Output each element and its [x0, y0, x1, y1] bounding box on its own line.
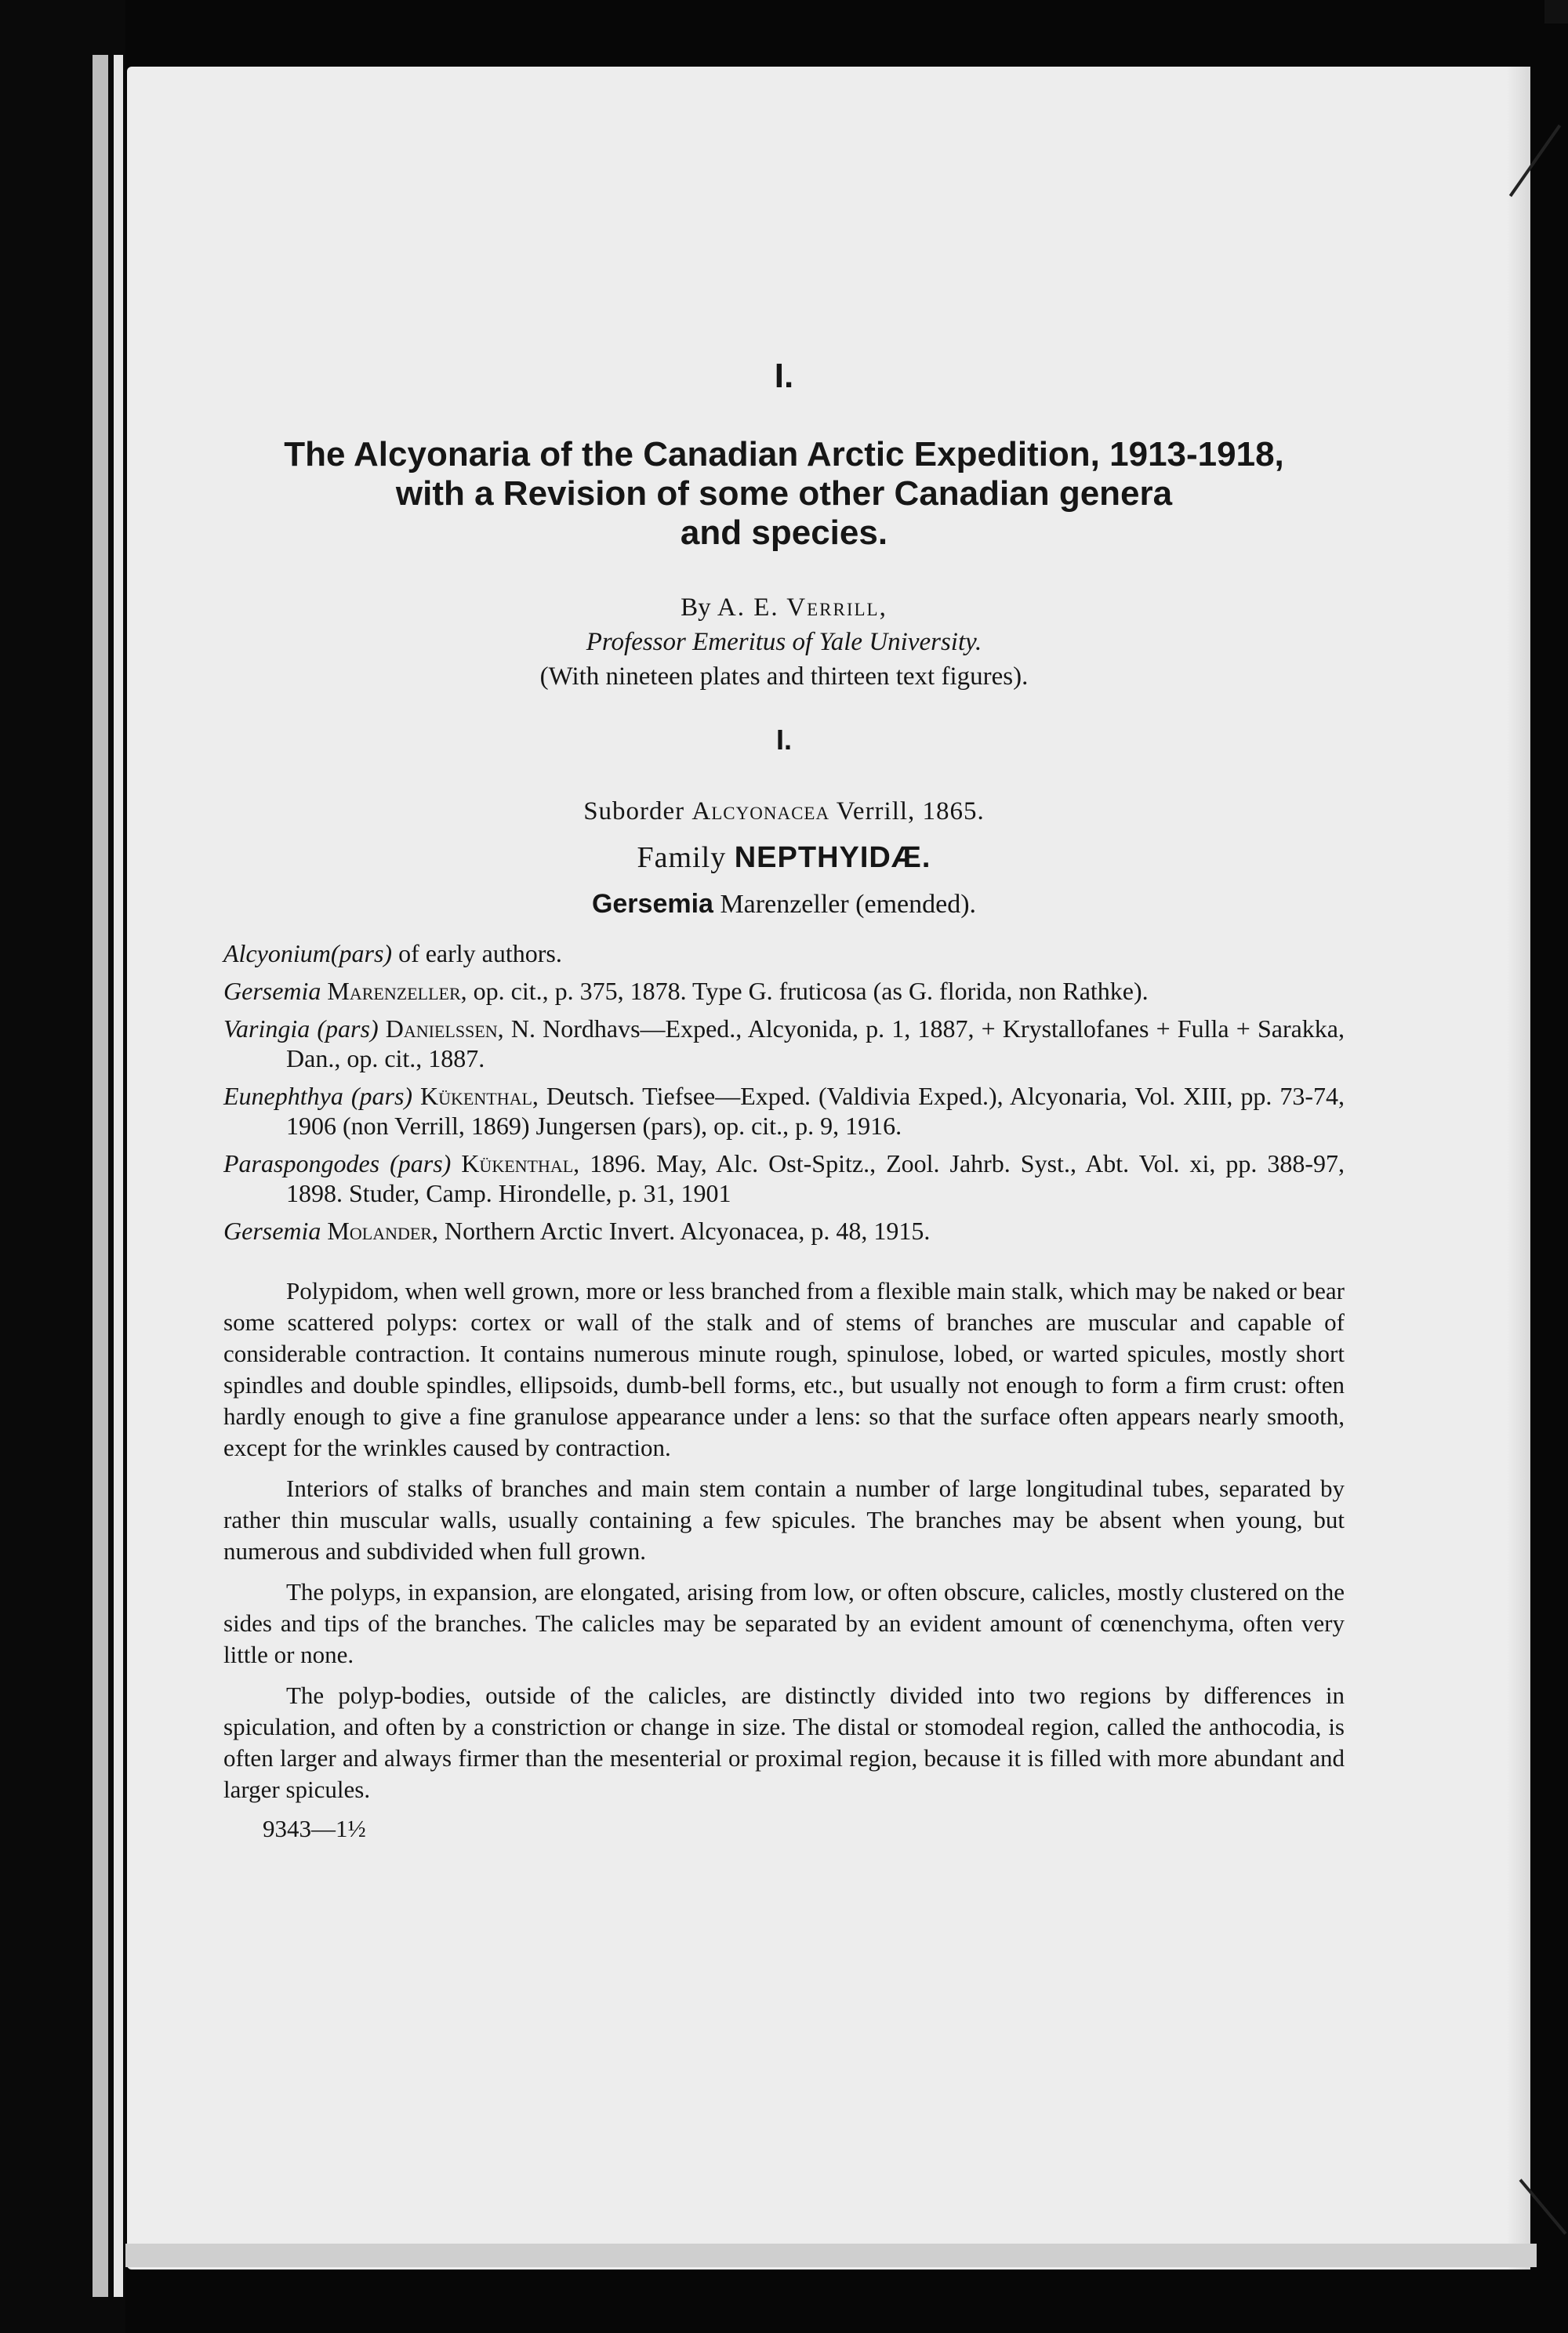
suborder-label: Suborder — [583, 797, 692, 825]
synonym-reference: op. cit., p. 375, 1878. Type G. fruticosa (as G. florida, non Rathke). — [466, 977, 1149, 1005]
section-number: I. — [775, 724, 792, 756]
synonym-author: Kükenthal, — [412, 1082, 539, 1110]
body-paragraph: Polypidom, when well grown, more or less branched from a flexible main stalk, which may be naked or bear some scattered polyps: cortex or wall of the stalk and of stems of branches are muscular and capable of considerable contraction. It contains numerous minute rough, spinulose, lobed, or warted spicules, mostly short spindles and double spindles, ellipsoids, dumb-bell forms, etc., but usually not enough to form a firm crust: often hardly enough to give a fine granulose appearance under a lens: so that the surface often appears nearly smooth, except for the wrinkles caused by contraction. — [223, 1277, 1345, 1461]
synonymy-entry — [223, 1216, 1345, 1246]
suborder-name: Alcyonacea — [691, 797, 830, 825]
book-spine-edge-inner — [114, 55, 123, 2297]
synonymy-entry — [223, 1148, 1345, 1208]
synonym-taxon: Gersemia — [223, 977, 321, 1005]
page-bottom-edge — [125, 2244, 1537, 2267]
family-heading — [223, 840, 1345, 875]
author-affiliation: Professor Emeritus of Yale University. — [586, 628, 982, 656]
suborder-heading — [223, 797, 1345, 826]
title-line-1: The Alcyonaria of the Canadian Arctic Expedition, 1913-1918, — [284, 435, 1284, 473]
scanner-frame-left — [0, 0, 125, 2333]
genus-name: Gersemia — [591, 889, 713, 919]
body-text — [223, 1275, 1345, 1805]
synonym-author: Molander, — [321, 1217, 438, 1245]
plates-note: (With nineteen plates and thirteen text figures). — [539, 662, 1029, 691]
genus-heading — [223, 889, 1345, 920]
family-label: Family — [637, 841, 735, 874]
corner-mark — [1544, 0, 1568, 24]
body-paragraph: The polyps, in expansion, are elongated, arising from low, or often obscure, calicles, mostly clustered on the sides and tips of the branches. The calicles may be separated by an evident amount of cœnenchyma, often very little or none. — [223, 1578, 1345, 1668]
synonym-author: Marenzeller, — [321, 977, 467, 1005]
synonymy-entry — [223, 938, 1345, 968]
body-paragraph: The polyp-bodies, outside of the calicles, are distinctly divided into two regions by differences in spiculation, and often by a constriction or change in size. The distal or stomodeal region, called the anthocodia, is often larger and always firmer than the mesenterial or proximal region, because it is filled with more abundant and larger spicules. — [223, 1682, 1345, 1803]
byline — [223, 590, 1345, 694]
article-number: I. — [774, 357, 794, 395]
title-line-3: and species. — [680, 513, 888, 552]
synonym-reference: Deutsch. Tiefsee—Exped. (Valdivia Exped.), Alcyonaria, Vol. XIII, pp. 73-74, 1906 (non Verrill, 1869) Jungersen (pars), op. cit., p. 9, 1916. — [286, 1082, 1345, 1140]
document-content — [223, 357, 1345, 1843]
synonymy-entry — [223, 1081, 1345, 1141]
synonymy-entry — [223, 976, 1345, 1006]
synonym-reference: of early authors. — [392, 939, 562, 967]
title-line-2: with a Revision of some other Canadian genera — [395, 474, 1173, 513]
author-line — [223, 590, 1345, 625]
genus-author: Marenzeller (emended). — [713, 890, 977, 919]
book-spine-edge — [93, 55, 108, 2297]
article-title — [223, 435, 1345, 553]
synonymy-entry — [223, 1014, 1345, 1073]
synonym-taxon: Gersemia — [223, 1217, 321, 1245]
author-name: A. E. Verrill, — [717, 593, 887, 622]
author-prefix: By — [681, 593, 717, 622]
synonym-taxon: Alcyonium(pars) — [223, 939, 393, 967]
synonym-taxon: Eunephthya (pars) — [223, 1082, 413, 1110]
synonym-reference: N. Nordhavs—Exped., Alcyonida, p. 1, 1887, + Krystallofanes + Fulla + Sarakka, Dan., op. cit., 1887. — [286, 1014, 1345, 1072]
family-name: NEPTHYIDÆ. — [734, 841, 931, 874]
synonym-reference: 1896. May, Alc. Ost-Spitz., Zool. Jahrb. Syst., Abt. Vol. xi, pp. 388-97, 1898. Studer, Camp. Hirondelle, p. 31, 1901 — [286, 1149, 1345, 1207]
signature-mark: 9343—1½ — [263, 1815, 366, 1842]
synonym-reference: Northern Arctic Invert. Alcyonacea, p. 48, 1915. — [437, 1217, 931, 1245]
suborder-author: Verrill, 1865. — [829, 797, 985, 825]
body-paragraph: Interiors of stalks of branches and main stem contain a number of large longitudinal tubes, separated by rather thin muscular walls, usually containing a few spicules. The branches may be absent when young, but numerous and subdivided when full grown. — [223, 1475, 1345, 1565]
synonymy-list — [223, 938, 1345, 1246]
synonym-author: Danielssen, — [378, 1014, 504, 1043]
synonym-taxon: Varingia (pars) — [223, 1014, 379, 1043]
synonym-author: Kükenthal, — [451, 1149, 580, 1177]
synonym-taxon: Paraspongodes (pars) — [223, 1149, 452, 1177]
